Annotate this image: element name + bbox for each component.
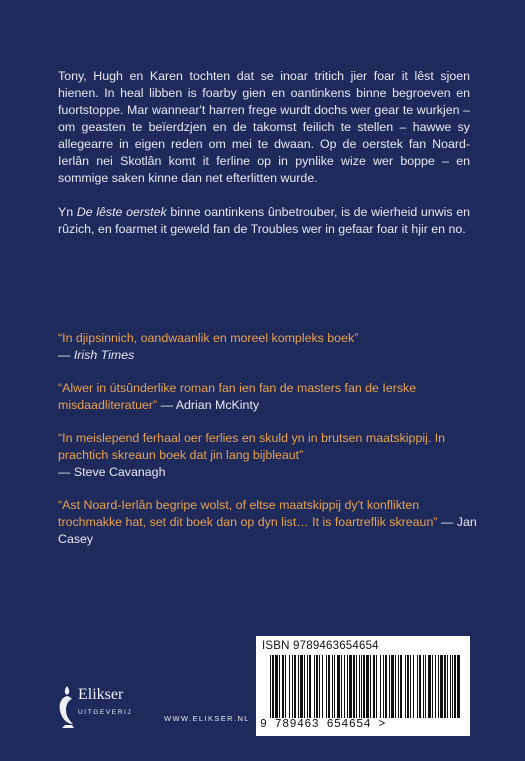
- barcode-bar: [279, 655, 280, 719]
- publisher-logo: [56, 684, 156, 734]
- publisher-subtitle: UITGEVERIJ: [78, 709, 133, 716]
- barcode-bar: [432, 655, 433, 719]
- barcode-bars: [270, 655, 460, 719]
- blurb-paragraph-1: Tony, Hugh en Karen tochten dat se inoar tritich jier foar it lêst sjoen hienen. In heal libben is foarby gien en oantinkens binne begroeven en fuortstoppe. Mar wannear't harren frege wurdt dochs wer gear te wurkjen – om geasten te beïerdzjen en de takomst feilich te stellen – hawwe sy allegearre in eigen reden om mei te dwaan. Op de oerstek fan Noard-Ierlân nei Skotlân komt it ferline op in pynlike wize wer boppe – en sommige saken kinne dan net efterlitten wurde.: [58, 69, 470, 185]
- barcode-bar: [361, 655, 362, 719]
- lamp-icon: [56, 684, 78, 730]
- barcode-bar: [347, 655, 348, 719]
- barcode-bar: [389, 655, 390, 719]
- isbn-barcode: [256, 636, 470, 736]
- barcode-bar: [326, 655, 327, 719]
- barcode-bar: [413, 655, 414, 719]
- barcode-bar: [285, 655, 286, 719]
- barcode-bar: [419, 655, 421, 719]
- attribution-dash: —: [58, 465, 74, 479]
- barcode-bar: [282, 655, 284, 719]
- barcode-bar: [447, 655, 448, 719]
- barcode-bar: [356, 655, 357, 719]
- blurb-p2-rest: binne oantinkens ûnbetrouber, is de wierheid unwis en rûzich, en foarmet it geweld fan de Troubles wer in gefaar foar it hjir en no.: [58, 205, 470, 236]
- barcode-bar: [328, 655, 330, 719]
- barcode-bar: [385, 655, 387, 719]
- barcode-bar: [270, 655, 271, 719]
- barcode-bar: [398, 655, 399, 719]
- barcode-bar: [428, 655, 431, 719]
- barcode-bar: [319, 655, 320, 719]
- review-quote: [58, 330, 478, 364]
- barcode-bar: [423, 655, 424, 719]
- barcode-bar: [314, 655, 315, 719]
- barcode-bar: [380, 655, 381, 719]
- barcode-bar: [300, 655, 303, 719]
- attribution-source: Adrian McKinty: [175, 398, 260, 412]
- barcode-bar: [405, 655, 406, 719]
- barcode-bar: [400, 655, 402, 719]
- publisher-website: WWW.ELIKSER.NL: [164, 714, 250, 723]
- barcode-bar: [454, 655, 456, 719]
- barcode-bar: [332, 655, 333, 719]
- quote-text: “In djipsinnich, oandwaanlik en moreel kompleks boek”: [58, 331, 359, 345]
- barcode-bar: [304, 655, 305, 719]
- barcode-bar: [425, 655, 426, 719]
- barcode-bar: [322, 655, 323, 719]
- barcode-bar: [395, 655, 396, 719]
- blurb-paragraph-2: [58, 204, 470, 238]
- blurb-p2-prefix: Yn: [58, 205, 77, 219]
- barcode-bar: [457, 655, 460, 719]
- barcode-bar: [353, 655, 355, 719]
- quote-attribution: [157, 398, 259, 412]
- barcode-bar: [373, 655, 375, 719]
- barcode-bar: [383, 655, 384, 719]
- barcode-bar: [272, 655, 274, 719]
- attribution-dash: —: [157, 398, 176, 412]
- barcode-bar: [289, 655, 290, 719]
- barcode-bar: [376, 655, 377, 719]
- barcode-bar: [292, 655, 293, 719]
- barcode-bar: [417, 655, 418, 719]
- barcode-bar: [391, 655, 394, 719]
- isbn-digits: 9 789463 654654 >: [260, 718, 466, 731]
- barcode-bar: [444, 655, 446, 719]
- barcode-bar: [359, 655, 360, 719]
- review-quote: [58, 430, 478, 481]
- barcode-bar: [366, 655, 369, 719]
- barcode-bar: [410, 655, 411, 719]
- barcode-bar: [452, 655, 453, 719]
- barcode-bar: [294, 655, 296, 719]
- quote-text: “Alwer in útsûnderlike roman fan ien fan de masters fan de Ierske misdaadliteratuer”: [58, 381, 417, 412]
- isbn-label: ISBN 9789463654654: [262, 640, 379, 652]
- publisher-name: Elikser: [78, 686, 124, 703]
- barcode-bar: [344, 655, 345, 719]
- attribution-source: Irish Times: [73, 348, 135, 362]
- quote-text: “In meislepend ferhaal oer ferlies en skuld yn in brutsen maatskippij. In prachtich skreaun boek dat jin lang bijbleaut”: [58, 431, 446, 462]
- barcode-bar: [435, 655, 436, 719]
- barcode-bar: [334, 655, 335, 719]
- review-quotes: [58, 330, 478, 564]
- quote-attribution: [58, 348, 134, 362]
- attribution-source: Steve Cavanagh: [73, 465, 166, 479]
- barcode-bar: [309, 655, 311, 719]
- barcode-bar: [450, 655, 451, 719]
- barcode-bar: [438, 655, 439, 719]
- barcode-bar: [316, 655, 318, 719]
- quote-text: “Ast Noard-Ierlân begripe wolst, of eltse maatskippij dy't konflikten trochmakke hat, set dit boek dan op dyn list… It is foartreflik skreaun”: [58, 498, 438, 529]
- attribution-dash: —: [58, 348, 74, 362]
- barcode-bar: [337, 655, 340, 719]
- quote-attribution: [58, 465, 165, 479]
- attribution-dash: —: [437, 515, 457, 529]
- blurb: [58, 68, 470, 255]
- barcode-bar: [307, 655, 308, 719]
- barcode-bar: [349, 655, 352, 719]
- barcode-bar: [275, 655, 278, 719]
- barcode-bar: [298, 655, 299, 719]
- barcode-bar: [407, 655, 409, 719]
- barcode-bar: [440, 655, 443, 719]
- barcode-bar: [363, 655, 365, 719]
- review-quote: [58, 497, 478, 548]
- attribution-source: Jan Casey: [58, 515, 477, 546]
- barcode-bar: [341, 655, 342, 719]
- book-title: De lêste oerstek: [76, 205, 167, 219]
- review-quote: [58, 380, 478, 414]
- barcode-bar: [370, 655, 371, 719]
